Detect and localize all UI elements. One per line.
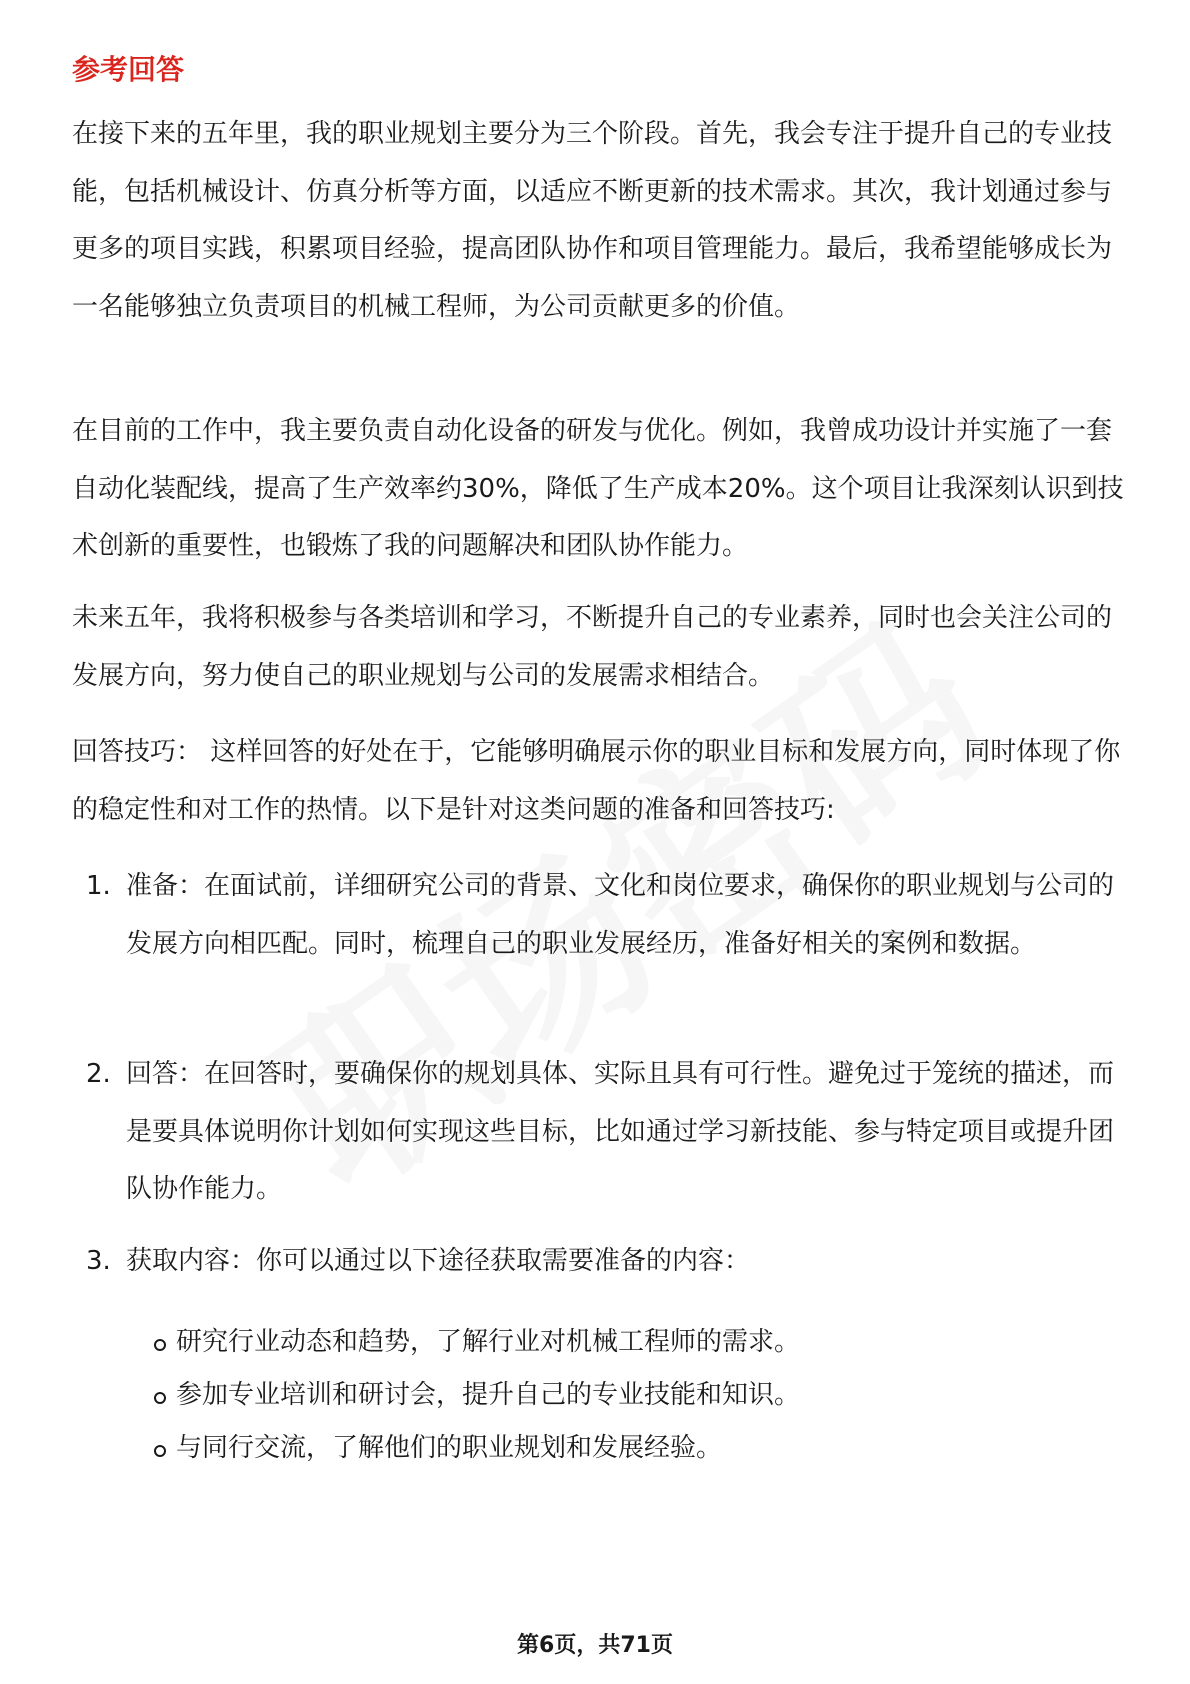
- list-item-text: 回答：在回答时，要确保你的规划具体、实际且具有可行性。避免过于笼统的描述，而是要具体说明你计划如何实现这些目标，比如通过学习新技能、参与特定项目或提升团队协作能力。: [126, 1059, 1115, 1204]
- tips-paragraph: 回答技巧： 这样回答的好处在于，它能够明确展示你的职业目标和发展方向，同时体现了你的稳定性和对工作的热情。以下是针对这类问题的准备和回答技巧:: [72, 737, 1121, 825]
- list-item: [72, 1233, 1124, 1291]
- bullet-item-text: 参加专业培训和研讨会，提升自己的专业技能和知识。: [176, 1380, 801, 1410]
- answer-paragraph-1: 在接下来的五年里，我的职业规划主要分为三个阶段。首先，我会专注于提升自己的专业技能，包括机械设计、仿真分析等方面，以适应不断更新的技术需求。其次，我计划通过参与更多的项目实践，积累项目经验，提高团队协作和项目管理能力。最后，我希望能够成长为一名能够独立负责项目的机械工程师，为公司贡献更多的价值。: [72, 119, 1113, 322]
- list-item-text: 获取内容：你可以通过以下途径获取需要准备的内容：: [126, 1246, 751, 1276]
- bullet-item-text: 与同行交流，了解他们的职业规划和发展经验。: [176, 1433, 723, 1463]
- bullet-item: [152, 1314, 1124, 1372]
- list-item-text: 准备：在面试前，详细研究公司的背景、文化和岗位要求，确保你的职业规划与公司的发展方向相匹配。同时，梳理自己的职业发展经历，准备好相关的案例和数据。: [126, 871, 1115, 959]
- bullet-item: [152, 1420, 1124, 1478]
- list-item: [72, 858, 1124, 973]
- circle-bullet-icon: [152, 1367, 168, 1397]
- circle-bullet-icon: [152, 1314, 168, 1344]
- list-item: [72, 1046, 1124, 1219]
- list-item-number: 3.: [86, 1246, 111, 1276]
- circle-bullet-icon: [152, 1420, 168, 1450]
- list-item-number: 2.: [86, 1059, 111, 1089]
- section-heading: 参考回答: [72, 53, 185, 86]
- page-number-footer: 第6页，共71页: [517, 1633, 673, 1658]
- answer-paragraph-3: 未来五年，我将积极参与各类培训和学习，不断提升自己的专业素养，同时也会关注公司的发展方向，努力使自己的职业规划与公司的发展需求相结合。: [72, 603, 1113, 691]
- list-item-number: 1.: [86, 871, 111, 901]
- bullet-item: [152, 1367, 1124, 1425]
- answer-paragraph-2: 在目前的工作中，我主要负责自动化设备的研发与优化。例如，我曾成功设计并实施了一套自动化装配线，提高了生产效率约30%，降低了生产成本20%。这个项目让我深刻认识到技术创新的重要性，也锻炼了我的问题解决和团队协作能力。: [72, 416, 1124, 561]
- bullet-item-text: 研究行业动态和趋势，了解行业对机械工程师的需求。: [176, 1327, 801, 1357]
